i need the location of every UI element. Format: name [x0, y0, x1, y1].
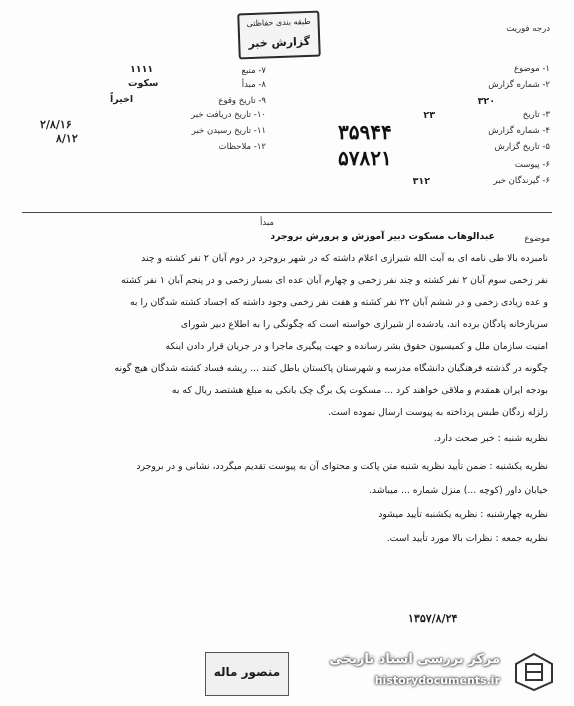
field-value: ۲۳ [423, 110, 435, 121]
footer-date: ۱۳۵۷/۸/۲۴ [408, 612, 458, 625]
field-label: ۶- پیوست [514, 160, 550, 170]
body-line: نامبرده بالا طی نامه ای به آیت الله شیرازی اعلام داشته که در شهر بروجرد در دوم آبان ۲ نفر کشته و چند [141, 253, 548, 264]
subject-label: موضوع [524, 234, 550, 244]
field-label: ۶- گیرندگان خبر [493, 176, 550, 186]
date-arrived: ۸/۱۲ [56, 132, 78, 145]
body-line: بودجه ایران همقدم و ملاقی خواهند کرد ... مسکوت یک برگ چک بانکی به مبلغ هشتصد ریال که به [171, 385, 548, 396]
opinion-line: نظریه جمعه : نظرات بالا مورد تأیید است. [386, 533, 548, 544]
body-line: و عده زیادی زخمی و در ششم آبان ۲۲ نفر کشته و هفت نفر زخمی وجود داشته که اجساد کشته شدگان را به [129, 297, 548, 308]
field-label: ۱۲- ملاحظات [218, 142, 266, 152]
field-label: ۱- موضوع [514, 64, 550, 74]
report-stamp [237, 11, 321, 60]
body-line: امنیت سازمان ملل و کمیسیون حقوق بشر رسانده و جهت پیگیری ماجرا و در جریان قرار دادن اینکه [165, 341, 548, 352]
watermark-url: historydocuments.ir [374, 674, 500, 687]
body-line: چگونه در گذشته فرهنگیان دانشگاه مدرسه و شهرستان پاکستان باطل کنند ... ریشه فساد کشته شدگان هیچ گونه [114, 363, 548, 374]
subject-text: عبدالوهاب مسکوت دبیر آموزش و پرورش بروجرد [270, 231, 495, 242]
field-label: ۱۰- تاریخ دریافت خبر [191, 110, 266, 120]
opinion-line: نظریه یکشنبه : ضمن تأیید نظریه شنبه متن پاکت و محتوای آن به پیوست تقدیم میگردد، نشانی و در بروجرد [136, 461, 548, 472]
watermark [290, 648, 560, 696]
field-label: ۸- مبدأ [241, 80, 266, 90]
margin-note: مبدأ [260, 218, 274, 228]
field-value: ۳۲۰ [477, 96, 495, 107]
field-label: ۴- شماره گزارش [488, 126, 550, 136]
date-received: ۲/۸/۱۶ [40, 118, 72, 131]
field-label: ۹- تاریخ وقوع [218, 96, 266, 106]
field-value: اخیراً [110, 94, 134, 105]
field-label: ۱۱- تاریخ رسیدن خبر [191, 126, 266, 136]
stamp-classification: طبقه بندی حفاظتی [246, 16, 311, 29]
field-label: ۵- تاریخ گزارش [494, 142, 550, 152]
field-value: ۱۱۱۱ [130, 64, 154, 75]
receipt-number: ۵۷۸۲۱ [338, 146, 392, 170]
header-divider [22, 212, 552, 213]
opinion-line: نظریه شنبه : خبر صحت دارد. [433, 433, 548, 444]
field-label: ۳- تاریخ [522, 110, 550, 120]
field-label: ۷- منبع [241, 66, 266, 76]
opinion-line: خیابان داور (کوچه ...) منزل شماره ... میباشد. [368, 485, 548, 496]
stamp-title: گزارش خبر [248, 34, 311, 51]
archive-logo-icon [514, 652, 554, 692]
opinion-line: نظریه چهارشنبه : نظریه یکشنبه تأیید میشود [378, 509, 548, 520]
report-number: ۳۵۹۴۴ [338, 120, 392, 144]
body-line: نفر زخمی سوم آبان ۲ نفر کشته و چند نفر زخمی و چهارم آبان عده ای بسیار زخمی و در پنجم آبان ۱ نفر کشته [121, 275, 548, 286]
body-line: زلزله زدگان طبس پرداخته به پیوست ارسال نموده است. [327, 407, 548, 418]
signature-text: منصور ماله [213, 665, 281, 679]
field-label: ۲- شماره گزارش [488, 80, 550, 90]
classification-label: درجه فوریت [506, 24, 550, 34]
field-value: سکوت [128, 78, 159, 89]
signature-stamp [205, 652, 289, 696]
body-line: سربازخانه پادگان برده اند، یادشده از شیرازی خواسته است که چگونگی را به اطلاع دبیر شورای [180, 319, 548, 330]
watermark-title: مرکز بررسی اسناد تاریخی [329, 652, 500, 667]
field-value: ۳۱۲ [412, 176, 430, 187]
